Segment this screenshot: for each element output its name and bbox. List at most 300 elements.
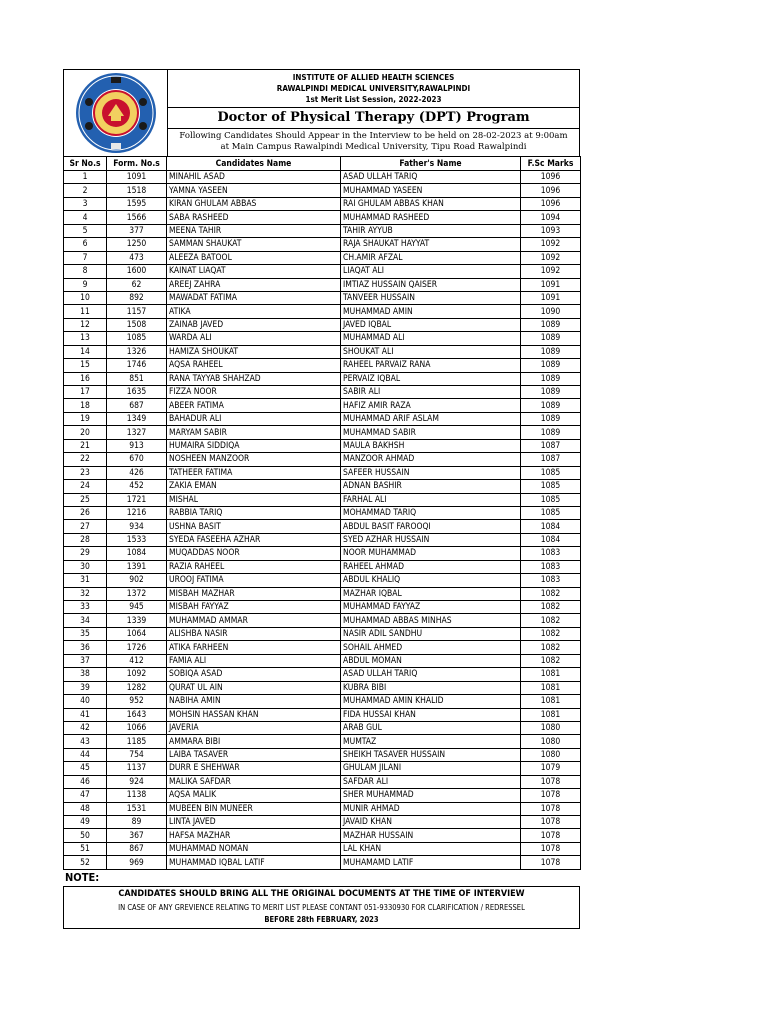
fsc-marks: 1082 [521, 627, 581, 640]
form-number: 1518 [107, 184, 167, 197]
candidate-name: MUBEEN BIN MUNEER [167, 802, 341, 815]
candidate-name: NABIHA AMIN [167, 695, 341, 708]
serial-number: 24 [64, 480, 107, 493]
candidate-name: SYEDA FASEEHA AZHAR [167, 533, 341, 546]
fsc-marks: 1083 [521, 560, 581, 573]
candidate-name: SAMMAN SHAUKAT [167, 238, 341, 251]
serial-number: 10 [64, 291, 107, 304]
father-name: ADNAN BASHIR [341, 480, 521, 493]
note-deadline: BEFORE 28th FEBRUARY, 2023 [264, 915, 379, 924]
serial-number: 30 [64, 560, 107, 573]
candidate-name: WARDA ALI [167, 332, 341, 345]
candidate-name: SOBIQA ASAD [167, 668, 341, 681]
fsc-marks: 1089 [521, 345, 581, 358]
candidate-name: KAINAT LIAQAT [167, 265, 341, 278]
serial-number: 35 [64, 627, 107, 640]
father-name: NASIR ADIL SANDHU [341, 627, 521, 640]
serial-number: 46 [64, 775, 107, 788]
candidate-name: DURR E SHEHWAR [167, 762, 341, 775]
form-number: 426 [107, 466, 167, 479]
table-row [64, 291, 581, 304]
serial-number: 19 [64, 412, 107, 425]
form-number: 1635 [107, 386, 167, 399]
table-row [64, 708, 581, 721]
candidate-name: ZAKIA EMAN [167, 480, 341, 493]
candidate-name: YAMNA YASEEN [167, 184, 341, 197]
form-number: 1282 [107, 681, 167, 694]
fsc-marks: 1081 [521, 681, 581, 694]
fsc-marks: 1089 [521, 426, 581, 439]
form-number: 1085 [107, 332, 167, 345]
fsc-marks: 1090 [521, 305, 581, 318]
form-number: 902 [107, 574, 167, 587]
table-row [64, 574, 581, 587]
fsc-marks: 1078 [521, 802, 581, 815]
table-row [64, 412, 581, 425]
form-number: 62 [107, 278, 167, 291]
candidate-name: AMMARA BIBI [167, 735, 341, 748]
title-block [168, 70, 579, 156]
serial-number: 25 [64, 493, 107, 506]
table-row [64, 359, 581, 372]
column-header: Sr No.s [64, 157, 107, 171]
fsc-marks: 1081 [521, 708, 581, 721]
table-row [64, 856, 581, 869]
note-grievance: IN CASE OF ANY GREVIENCE RELATING TO MERIT LIST PLEASE CONTANT 051-9330930 FOR CLARIFICATION / REDRESSEL [118, 903, 525, 912]
form-number: 1250 [107, 238, 167, 251]
table-row [64, 641, 581, 654]
candidate-name: ABEER FATIMA [167, 399, 341, 412]
fsc-marks: 1080 [521, 748, 581, 761]
father-name: SHER MUHAMMAD [341, 789, 521, 802]
father-name: RAI GHULAM ABBAS KHAN [341, 197, 521, 210]
father-name: MAZHAR IQBAL [341, 587, 521, 600]
father-name: MUHAMMAD ABBAS MINHAS [341, 614, 521, 627]
interview-info-line2: at Main Campus Rawalpindi Medical University, Tipu Road Rawalpindi [220, 142, 527, 152]
father-name: SYED AZHAR HUSSAIN [341, 533, 521, 546]
form-number: 452 [107, 480, 167, 493]
candidate-name: MOHSIN HASSAN KHAN [167, 708, 341, 721]
father-name: RAHEEL AHMAD [341, 560, 521, 573]
father-name: SAFEER HUSSAIN [341, 466, 521, 479]
father-name: MUHAMMAD YASEEN [341, 184, 521, 197]
father-name: LIAQAT ALI [341, 265, 521, 278]
father-name: MAULA BAKHSH [341, 439, 521, 452]
form-number: 924 [107, 775, 167, 788]
father-name: MUHAMMAD RASHEED [341, 211, 521, 224]
serial-number: 9 [64, 278, 107, 291]
serial-number: 34 [64, 614, 107, 627]
form-number: 412 [107, 654, 167, 667]
candidate-name: MINAHIL ASAD [167, 171, 341, 184]
table-row [64, 614, 581, 627]
table-row [64, 681, 581, 694]
candidate-name: USHNA BASIT [167, 520, 341, 533]
form-number: 851 [107, 372, 167, 385]
candidate-name: AQSA RAHEEL [167, 359, 341, 372]
candidate-name: ATIKA FARHEEN [167, 641, 341, 654]
fsc-marks: 1089 [521, 386, 581, 399]
father-name: KUBRA BIBI [341, 681, 521, 694]
serial-number: 36 [64, 641, 107, 654]
fsc-marks: 1089 [521, 399, 581, 412]
serial-number: 39 [64, 681, 107, 694]
table-row [64, 721, 581, 734]
serial-number: 18 [64, 399, 107, 412]
candidate-name: JAVERIA [167, 721, 341, 734]
fsc-marks: 1082 [521, 614, 581, 627]
fsc-marks: 1087 [521, 453, 581, 466]
father-name: MUNIR AHMAD [341, 802, 521, 815]
fsc-marks: 1078 [521, 829, 581, 842]
fsc-marks: 1096 [521, 184, 581, 197]
table-row [64, 533, 581, 546]
table-row [64, 748, 581, 761]
father-name: MUHAMAMD LATIF [341, 856, 521, 869]
father-name: CH.AMIR AFZAL [341, 251, 521, 264]
table-row [64, 345, 581, 358]
fsc-marks: 1089 [521, 359, 581, 372]
form-number: 1372 [107, 587, 167, 600]
candidate-name: MEENA TAHIR [167, 224, 341, 237]
serial-number: 16 [64, 372, 107, 385]
university-seal-icon [73, 72, 159, 154]
candidate-name: ALISHBA NASIR [167, 627, 341, 640]
table-row [64, 789, 581, 802]
table-row [64, 251, 581, 264]
father-name: IMTIAZ HUSSAIN QAISER [341, 278, 521, 291]
serial-number: 13 [64, 332, 107, 345]
candidate-name: NOSHEEN MANZOOR [167, 453, 341, 466]
table-row [64, 695, 581, 708]
serial-number: 31 [64, 574, 107, 587]
fsc-marks: 1082 [521, 587, 581, 600]
fsc-marks: 1082 [521, 641, 581, 654]
father-name: RAHEEL PARVAIZ RANA [341, 359, 521, 372]
table-row [64, 278, 581, 291]
table-row [64, 520, 581, 533]
fsc-marks: 1085 [521, 493, 581, 506]
father-name: ABDUL KHALIQ [341, 574, 521, 587]
father-name: RAJA SHAUKAT HAYYAT [341, 238, 521, 251]
serial-number: 45 [64, 762, 107, 775]
fsc-marks: 1094 [521, 211, 581, 224]
fsc-marks: 1093 [521, 224, 581, 237]
serial-number: 50 [64, 829, 107, 842]
note-box [63, 886, 580, 929]
candidate-name: ATIKA [167, 305, 341, 318]
candidate-name: LAIBA TASAVER [167, 748, 341, 761]
candidate-name: MISBAH FAYYAZ [167, 601, 341, 614]
table-row [64, 547, 581, 560]
serial-number: 14 [64, 345, 107, 358]
fsc-marks: 1081 [521, 695, 581, 708]
serial-number: 2 [64, 184, 107, 197]
fsc-marks: 1083 [521, 547, 581, 560]
form-number: 1566 [107, 211, 167, 224]
column-header: Form. No.s [107, 157, 167, 171]
university-name: RAWALPINDI MEDICAL UNIVERSITY,RAWALPINDI [276, 84, 471, 93]
serial-number: 33 [64, 601, 107, 614]
serial-number: 47 [64, 789, 107, 802]
candidate-name: MISBAH MAZHAR [167, 587, 341, 600]
fsc-marks: 1081 [521, 668, 581, 681]
form-number: 1746 [107, 359, 167, 372]
fsc-marks: 1085 [521, 466, 581, 479]
serial-number: 51 [64, 842, 107, 855]
form-number: 952 [107, 695, 167, 708]
serial-number: 37 [64, 654, 107, 667]
table-row [64, 184, 581, 197]
table-row [64, 466, 581, 479]
program-title: Doctor of Physical Therapy (DPT) Program [168, 107, 579, 129]
father-name: MUHAMMAD ARIF ASLAM [341, 412, 521, 425]
serial-number: 1 [64, 171, 107, 184]
form-number: 1157 [107, 305, 167, 318]
serial-number: 41 [64, 708, 107, 721]
table-row [64, 386, 581, 399]
father-name: MUHAMMAD FAYYAZ [341, 601, 521, 614]
fsc-marks: 1089 [521, 318, 581, 331]
serial-number: 23 [64, 466, 107, 479]
table-row [64, 453, 581, 466]
table-row [64, 238, 581, 251]
father-name: MUHAMMAD SABIR [341, 426, 521, 439]
form-number: 1531 [107, 802, 167, 815]
fsc-marks: 1091 [521, 278, 581, 291]
candidate-name: MUHAMMAD NOMAN [167, 842, 341, 855]
candidate-name: AREEJ ZAHRA [167, 278, 341, 291]
fsc-marks: 1092 [521, 251, 581, 264]
candidate-name: RAZIA RAHEEL [167, 560, 341, 573]
form-number: 1216 [107, 506, 167, 519]
fsc-marks: 1080 [521, 735, 581, 748]
candidate-name: FIZZA NOOR [167, 386, 341, 399]
table-row [64, 318, 581, 331]
form-number: 1349 [107, 412, 167, 425]
table-row [64, 816, 581, 829]
fsc-marks: 1096 [521, 171, 581, 184]
fsc-marks: 1084 [521, 520, 581, 533]
candidate-name: UROOJ FATIMA [167, 574, 341, 587]
table-header-row [64, 157, 581, 171]
father-name: SABIR ALI [341, 386, 521, 399]
table-body [64, 171, 581, 870]
form-number: 89 [107, 816, 167, 829]
fsc-marks: 1096 [521, 197, 581, 210]
form-number: 1508 [107, 318, 167, 331]
form-number: 367 [107, 829, 167, 842]
column-header: F.Sc Marks [521, 157, 581, 171]
father-name: FARHAL ALI [341, 493, 521, 506]
table-row [64, 171, 581, 184]
serial-number: 49 [64, 816, 107, 829]
table-row [64, 842, 581, 855]
merit-table [63, 156, 581, 870]
serial-number: 20 [64, 426, 107, 439]
fsc-marks: 1083 [521, 574, 581, 587]
candidate-name: MUHAMMAD AMMAR [167, 614, 341, 627]
fsc-marks: 1078 [521, 816, 581, 829]
candidate-name: ALEEZA BATOOL [167, 251, 341, 264]
candidate-name: MUHAMMAD IQBAL LATIF [167, 856, 341, 869]
form-number: 969 [107, 856, 167, 869]
fsc-marks: 1087 [521, 439, 581, 452]
table-row [64, 426, 581, 439]
table-row [64, 762, 581, 775]
fsc-marks: 1080 [521, 721, 581, 734]
column-header: Father's Name [341, 157, 521, 171]
father-name: GHULAM JILANI [341, 762, 521, 775]
father-name: FIDA HUSSAI KHAN [341, 708, 521, 721]
fsc-marks: 1082 [521, 601, 581, 614]
table-row [64, 627, 581, 640]
column-header: Candidates Name [167, 157, 341, 171]
form-number: 934 [107, 520, 167, 533]
fsc-marks: 1089 [521, 332, 581, 345]
fsc-marks: 1078 [521, 842, 581, 855]
father-name: MUHAMMAD AMIN [341, 305, 521, 318]
candidate-name: MAWADAT FATIMA [167, 291, 341, 304]
form-number: 1137 [107, 762, 167, 775]
form-number: 1533 [107, 533, 167, 546]
father-name: HAFIZ AMIR RAZA [341, 399, 521, 412]
fsc-marks: 1092 [521, 238, 581, 251]
candidate-name: MARYAM SABIR [167, 426, 341, 439]
fsc-marks: 1078 [521, 856, 581, 869]
serial-number: 44 [64, 748, 107, 761]
candidate-name: QURAT UL AIN [167, 681, 341, 694]
serial-number: 15 [64, 359, 107, 372]
serial-number: 27 [64, 520, 107, 533]
table-row [64, 735, 581, 748]
candidate-name: HUMAIRA SIDDIQA [167, 439, 341, 452]
candidate-name: TATHEER FATIMA [167, 466, 341, 479]
table-row [64, 265, 581, 278]
note-label: NOTE: [65, 871, 100, 884]
table-row [64, 587, 581, 600]
serial-number: 48 [64, 802, 107, 815]
fsc-marks: 1078 [521, 789, 581, 802]
form-number: 1084 [107, 547, 167, 560]
father-name: MAZHAR HUSSAIN [341, 829, 521, 842]
form-number: 1138 [107, 789, 167, 802]
candidate-name: FAMIA ALI [167, 654, 341, 667]
form-number: 1600 [107, 265, 167, 278]
serial-number: 29 [64, 547, 107, 560]
form-number: 913 [107, 439, 167, 452]
document-header [63, 69, 580, 156]
table-row [64, 224, 581, 237]
table-row [64, 506, 581, 519]
form-number: 670 [107, 453, 167, 466]
form-number: 1185 [107, 735, 167, 748]
candidate-name: MISHAL [167, 493, 341, 506]
father-name: ASAD ULLAH TARIQ [341, 171, 521, 184]
table-row [64, 775, 581, 788]
serial-number: 26 [64, 506, 107, 519]
table-row [64, 439, 581, 452]
father-name: TANVEER HUSSAIN [341, 291, 521, 304]
form-number: 945 [107, 601, 167, 614]
serial-number: 43 [64, 735, 107, 748]
form-number: 1726 [107, 641, 167, 654]
logo-cell [64, 70, 168, 156]
form-number: 473 [107, 251, 167, 264]
session-title: 1st Merit List Session, 2022-2023 [305, 95, 442, 104]
serial-number: 17 [64, 386, 107, 399]
serial-number: 4 [64, 211, 107, 224]
table-row [64, 332, 581, 345]
table-row [64, 372, 581, 385]
serial-number: 8 [64, 265, 107, 278]
candidate-name: KIRAN GHULAM ABBAS [167, 197, 341, 210]
institute-name: INSTITUTE OF ALLIED HEALTH SCIENCES [292, 73, 455, 82]
father-name: SOHAIL AHMED [341, 641, 521, 654]
form-number: 1066 [107, 721, 167, 734]
table-row [64, 668, 581, 681]
candidate-name: RABBIA TARIQ [167, 506, 341, 519]
candidate-name: AQSA MALIK [167, 789, 341, 802]
form-number: 892 [107, 291, 167, 304]
father-name: ARAB GUL [341, 721, 521, 734]
father-name: MUMTAZ [341, 735, 521, 748]
father-name: SHOUKAT ALI [341, 345, 521, 358]
form-number: 867 [107, 842, 167, 855]
fsc-marks: 1085 [521, 506, 581, 519]
table-row [64, 211, 581, 224]
candidate-name: BAHADUR ALI [167, 412, 341, 425]
interview-info-line1: Following Candidates Should Appear in the Interview to be held on 28-02-2023 at 9:00am [179, 131, 568, 141]
serial-number: 22 [64, 453, 107, 466]
father-name: MOHAMMAD TARIQ [341, 506, 521, 519]
merit-list-sheet [63, 69, 580, 870]
form-number: 1091 [107, 171, 167, 184]
serial-number: 5 [64, 224, 107, 237]
father-name: PERVAIZ IQBAL [341, 372, 521, 385]
father-name: MUHAMMAD AMIN KHALID [341, 695, 521, 708]
father-name: LAL KHAN [341, 842, 521, 855]
serial-number: 32 [64, 587, 107, 600]
fsc-marks: 1085 [521, 480, 581, 493]
father-name: ABDUL MOMAN [341, 654, 521, 667]
candidate-name: LINTA JAVED [167, 816, 341, 829]
table-row [64, 829, 581, 842]
candidate-name: MUQADDAS NOOR [167, 547, 341, 560]
fsc-marks: 1089 [521, 412, 581, 425]
candidate-name: ZAINAB JAVED [167, 318, 341, 331]
table-row [64, 802, 581, 815]
father-name: JAVAID KHAN [341, 816, 521, 829]
father-name: SHEIKH TASAVER HUSSAIN [341, 748, 521, 761]
serial-number: 7 [64, 251, 107, 264]
father-name: MANZOOR AHMAD [341, 453, 521, 466]
fsc-marks: 1091 [521, 291, 581, 304]
table-row [64, 560, 581, 573]
serial-number: 6 [64, 238, 107, 251]
serial-number: 28 [64, 533, 107, 546]
form-number: 1327 [107, 426, 167, 439]
form-number: 1092 [107, 668, 167, 681]
form-number: 1643 [107, 708, 167, 721]
form-number: 1391 [107, 560, 167, 573]
note-documents: CANDIDATES SHOULD BRING ALL THE ORIGINAL DOCUMENTS AT THE TIME OF INTERVIEW [118, 889, 525, 899]
candidate-name: RANA TAYYAB SHAHZAD [167, 372, 341, 385]
fsc-marks: 1079 [521, 762, 581, 775]
father-name: JAVED IQBAL [341, 318, 521, 331]
father-name: ABDUL BASIT FAROOQI [341, 520, 521, 533]
fsc-marks: 1078 [521, 775, 581, 788]
